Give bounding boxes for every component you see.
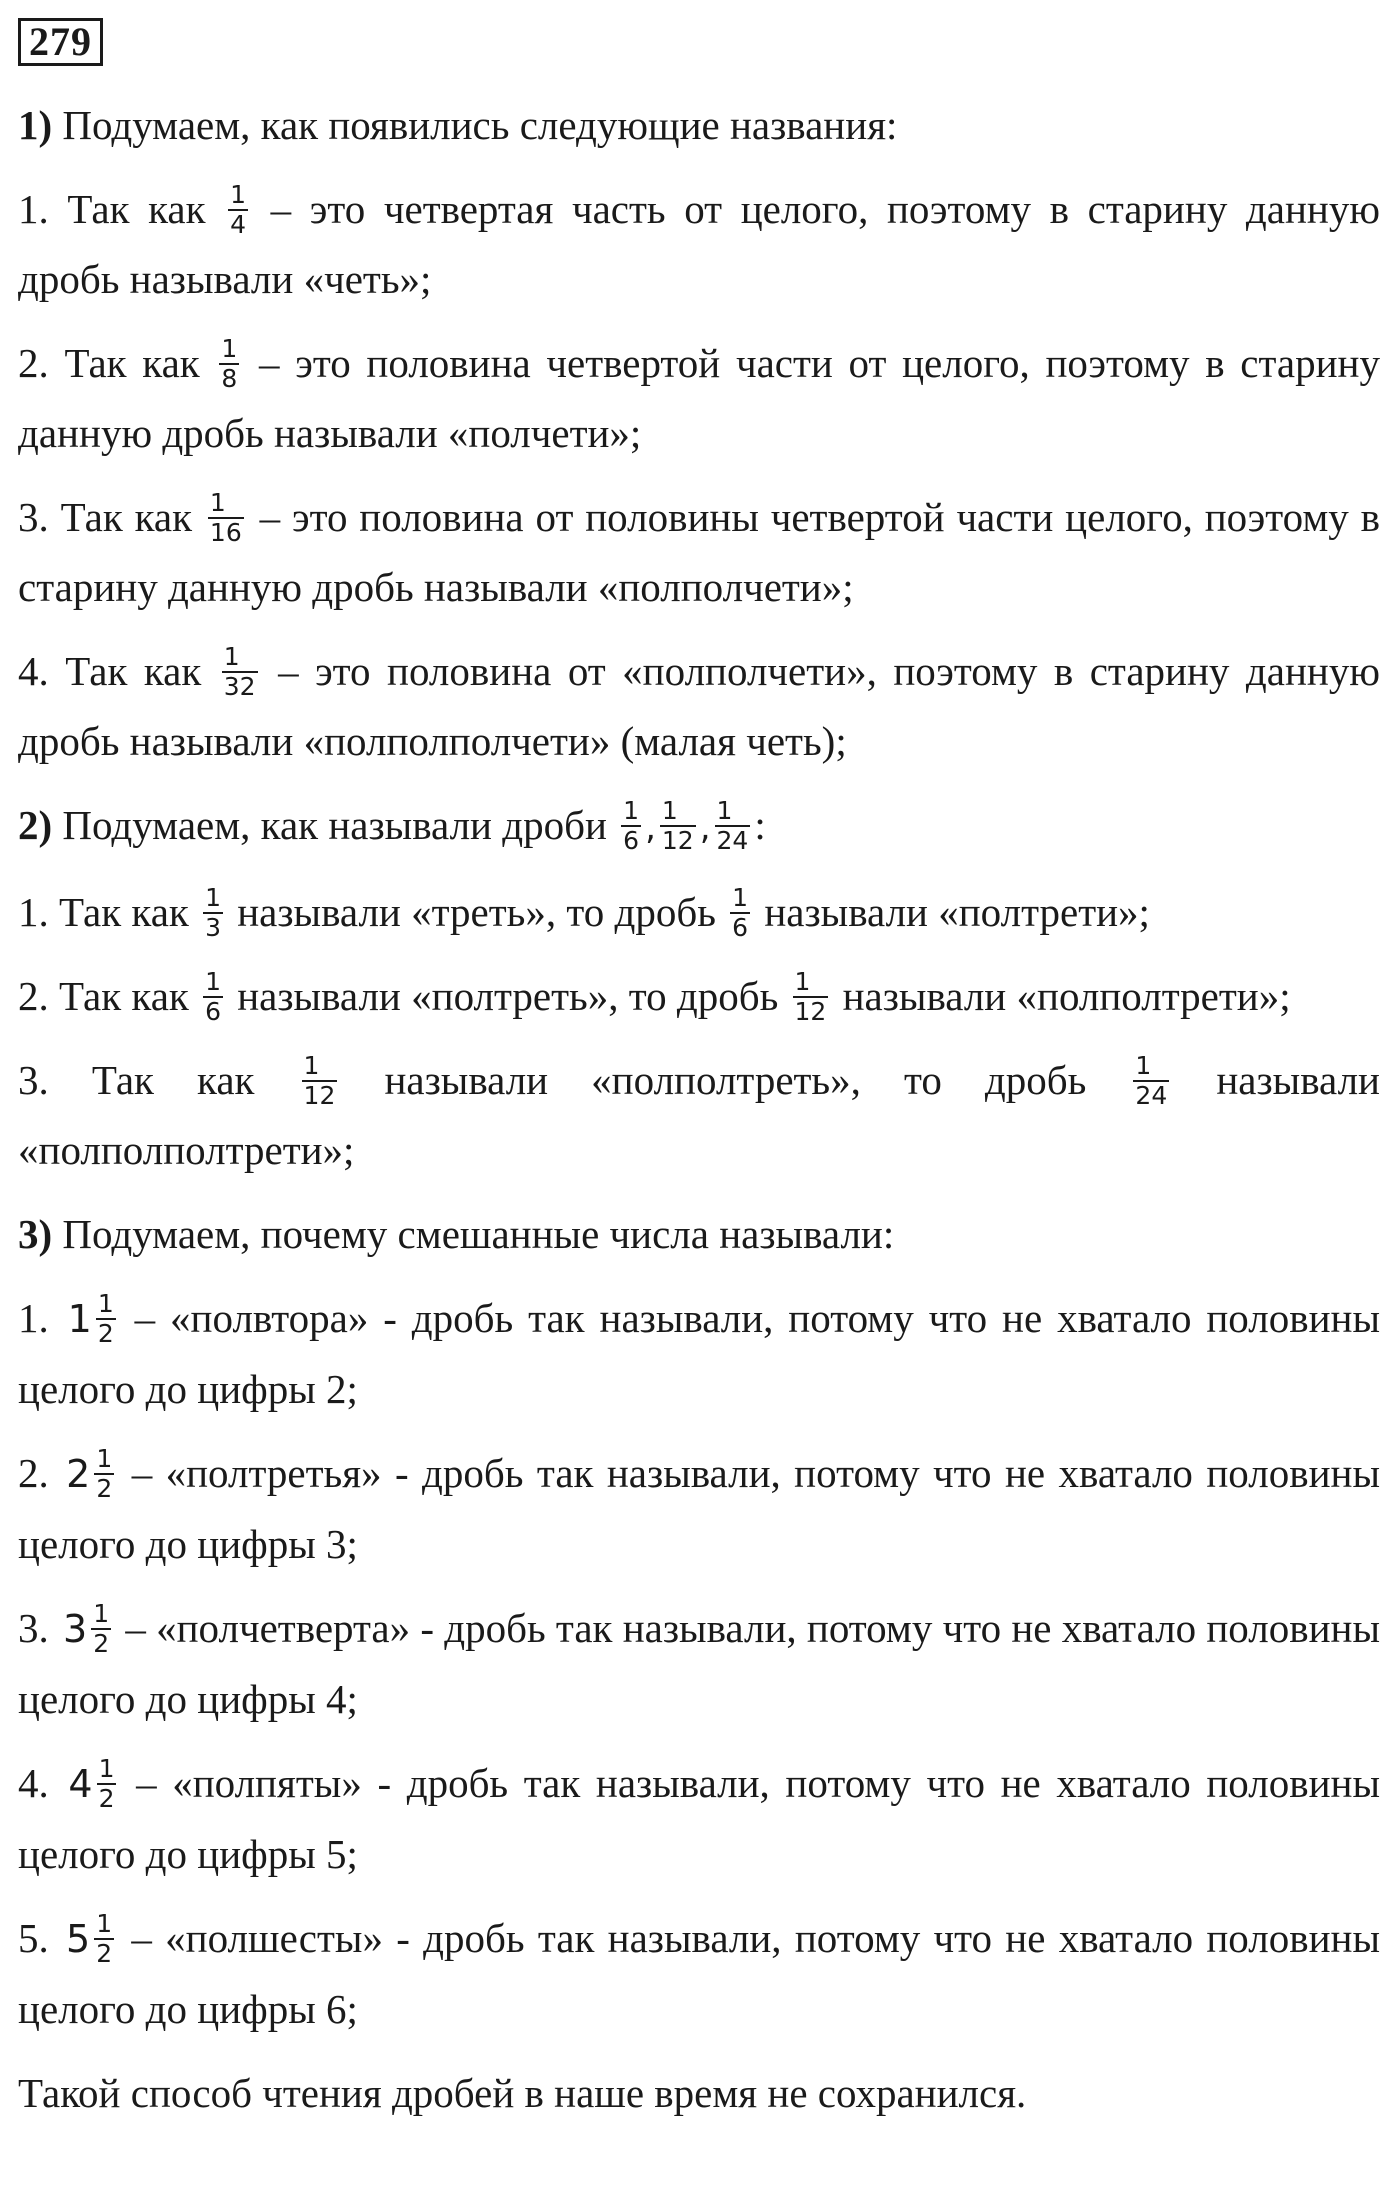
conclusion-text: Такой способ чтения дробей в наше время не сохранился.: [18, 2070, 1027, 2116]
fraction: $\frac{1}{24}$: [1135, 1050, 1168, 1110]
fraction: $\frac{1}{2}$: [93, 1598, 110, 1658]
fraction: $\frac{1}{4}$: [230, 179, 247, 239]
section-1-heading: 1) Подумаем, как появились следующие названия:: [18, 102, 898, 148]
fraction: $\frac{1}{2}$: [97, 1288, 114, 1348]
list-item: 4. Так как $\frac{1}{32}$ – это половина от «полполчети», поэтому в старину данную дробь называли «полполполчети» (малая четь);: [18, 641, 1380, 764]
mixed-number-whole: 2: [66, 1452, 91, 1496]
list-item: 3. 3 $\frac{1}{2}$ – «полчетверта» - дробь так называли, потому что не хватало половины целого до цифры 4;: [18, 1598, 1381, 1722]
fraction: $\frac{1}{24}$: [716, 795, 749, 855]
list-item: 1. Так как $\frac{1}{4}$ – это четвертая часть от целого, поэтому в старину данную дробь называли «четь»;: [18, 179, 1380, 302]
fraction: $\frac{1}{3}$: [205, 882, 221, 942]
fraction: $\frac{1}{32}$: [223, 641, 256, 701]
list-item: 2. Так как $\frac{1}{6}$ называли «полтреть», то дробь $\frac{1}{12}$ называли «полполтрети»;: [18, 966, 1291, 1026]
list-item: 2. 2 $\frac{1}{2}$ – «полтретья» - дробь так называли, потому что не хватало половины целого до цифры 3;: [18, 1443, 1380, 1567]
list-item: 3. Так как $\frac{1}{16}$ – это половина от половины четвертой части целого, поэтому в старину данную дробь называли «полполчети»;: [18, 487, 1381, 610]
mixed-number-whole: 5: [66, 1917, 91, 1961]
solution-document: [18, 18, 1380, 2128]
section-marker: 1): [18, 102, 53, 148]
list-item: 3. Так как $\frac{1}{12}$ называли «полполтреть», то дробь $\frac{1}{24}$ называли «полполполтрети»;: [18, 1050, 1380, 1173]
list-item: 4. 4 $\frac{1}{2}$ – «полпяты» - дробь так называли, потому что не хватало половины целого до цифры 5;: [18, 1753, 1381, 1877]
mixed-number-whole: 3: [63, 1607, 88, 1651]
fraction: $\frac{1}{6}$: [732, 882, 749, 942]
fraction: $\frac{1}{12}$: [303, 1050, 336, 1110]
section-marker: 2): [18, 802, 53, 848]
fraction: $\frac{1}{12}$: [794, 966, 827, 1026]
mixed-number-whole: 1: [67, 1297, 92, 1341]
fraction: $\frac{1}{12}$: [661, 795, 694, 855]
mixed-number-whole: 4: [68, 1762, 93, 1806]
section-marker: 3): [18, 1211, 53, 1257]
fraction: $\frac{1}{2}$: [96, 1443, 113, 1503]
problem-number-badge: 279: [18, 18, 103, 66]
section-3-heading: 3) Подумаем, почему смешанные числа называли:: [18, 1211, 895, 1257]
fraction: $\frac{1}{6}$: [205, 966, 221, 1026]
list-item: 2. Так как $\frac{1}{8}$ – это половина четвертой части от целого, поэтому в старину данную дробь называли «полчети»;: [18, 333, 1380, 456]
list-item: 5. 5 $\frac{1}{2}$ – «полшесты» - дробь так называли, потому что не хватало половины целого до цифры 6;: [18, 1908, 1381, 2032]
fraction: $\frac{1}{6}$: [623, 795, 640, 855]
fraction: $\frac{1}{2}$: [98, 1753, 115, 1813]
list-item: 1. Так как $\frac{1}{3}$ называли «треть», то дробь $\frac{1}{6}$ называли «полтрети»;: [18, 882, 1150, 942]
section-2-heading: 2) Подумаем, как называли дроби $\frac{1}{6}$ , $\frac{1}{12}$ , $\frac{1}{24}$ :: [18, 795, 766, 855]
fraction: $\frac{1}{2}$: [96, 1908, 113, 1968]
list-item: 1. 1 $\frac{1}{2}$ – «полвтора» - дробь так называли, потому что не хватало половины целого до цифры 2;: [18, 1288, 1380, 1412]
fraction: $\frac{1}{8}$: [221, 333, 238, 393]
fraction: $\frac{1}{16}$: [209, 487, 242, 547]
